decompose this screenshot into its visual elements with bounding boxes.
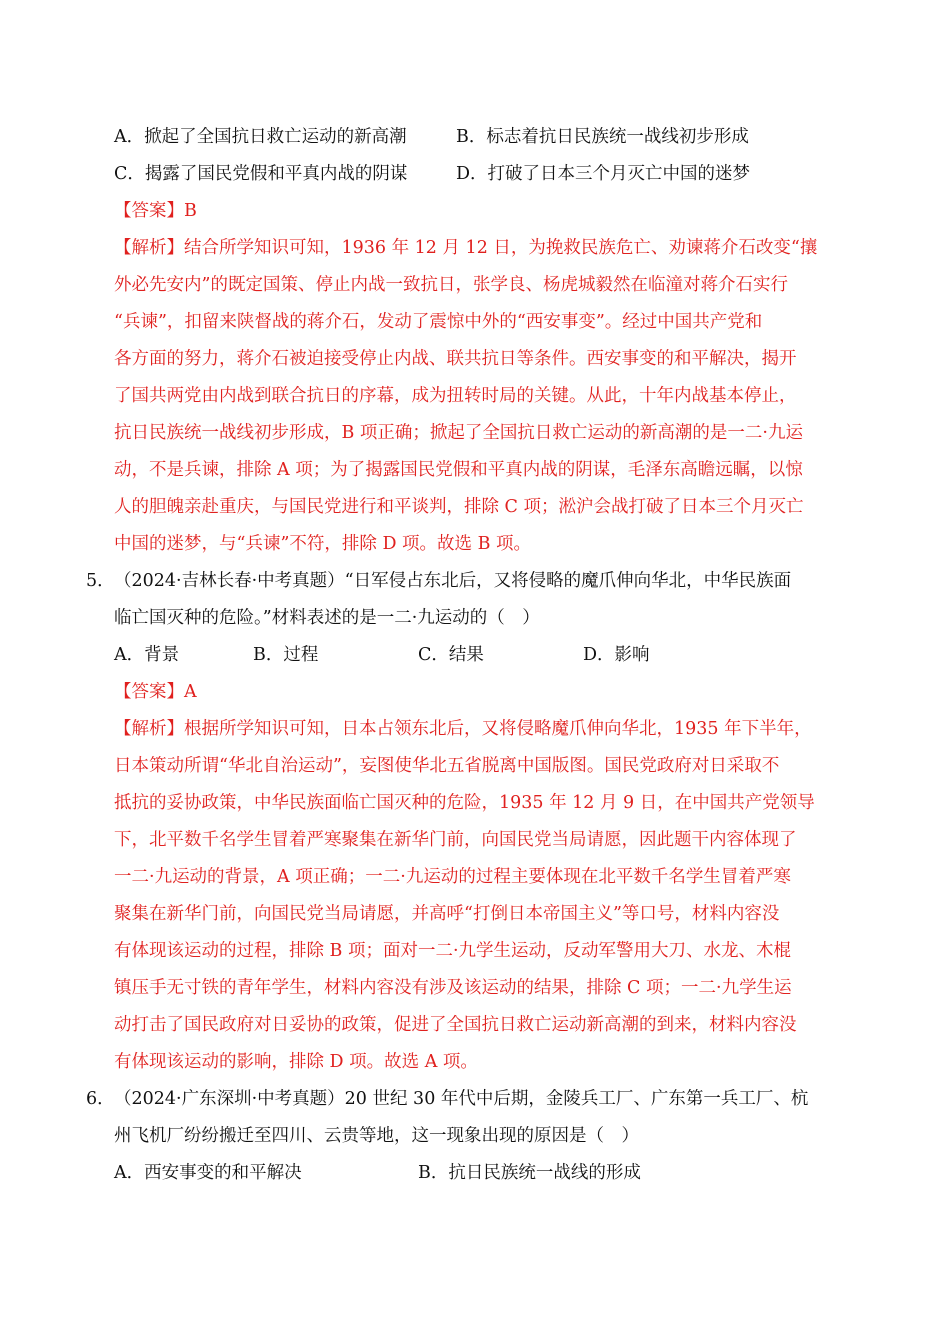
- q4-analysis-line: 动，不是兵谏，排除 A 项；为了揭露国民党假和平真内战的阴谋，毛泽东高瞻远瞩，以惊: [114, 460, 803, 480]
- q5-analysis-line: 有体现该运动的过程，排除 B 项；面对一二·九学生运动，反动军警用大刀、水龙、木棍: [114, 941, 792, 961]
- q4-analysis-line: 人的胆魄亲赴重庆，与国民党进行和平谈判，排除 C 项；淞沪会战打破了日本三个月灭亡: [114, 497, 804, 517]
- q5-analysis-line: 动打击了国民政府对日妥协的政策，促进了全国抗日救亡运动新高潮的到来，材料内容没: [114, 1015, 797, 1035]
- q4-analysis-line: “兵谏”，扣留来陕督战的蒋介石，发动了震惊中外的“西安事变”。经过中国共产党和: [114, 312, 763, 332]
- q4-answer: 【答案】B: [114, 201, 197, 221]
- q5-answer: 【答案】A: [114, 682, 197, 702]
- q5-number: 5．: [86, 571, 115, 591]
- q4-analysis-line: 外必先安内”的既定国策、停止内战一致抗日，张学良、杨虎城毅然在临潼对蒋介石实行: [114, 275, 788, 295]
- q5-option-c: C．结果: [418, 645, 484, 665]
- q4-analysis-line: 各方面的努力，蒋介石被迫接受停止内战、联共抗日等条件。西安事变的和平解决，揭开: [114, 349, 797, 369]
- q5-analysis-line: 镇压手无寸铁的青年学生，材料内容没有涉及该运动的结果，排除 C 项；一二·九学生运: [114, 978, 792, 998]
- q6-stem-line: 州飞机厂纷纷搬迁至四川、云贵等地，这一现象出现的原因是（ ）: [114, 1126, 639, 1146]
- q6-stem-line: （2024·广东深圳·中考真题）20 世纪 30 年代中后期，金陵兵工厂、广东第一兵工厂、杭: [114, 1089, 809, 1109]
- q5-analysis-line: 抵抗的妥协政策，中华民族面临亡国灭种的危险，1935 年 12 月 9 日，在中国共产党领导: [114, 793, 815, 813]
- q5-analysis-line: 一二·九运动的背景，A 项正确；一二·九运动的过程主要体现在北平数千名学生冒着严寒: [114, 867, 791, 887]
- q5-analysis-line: 聚集在新华门前，向国民党当局请愿，并高呼“打倒日本帝国主义”等口号，材料内容没: [114, 904, 780, 924]
- q5-option-d: D．影响: [583, 645, 650, 665]
- q5-stem-line: 临亡国灭种的危险。”材料表述的是一二·九运动的（ ）: [114, 608, 540, 628]
- q4-option-b: B．标志着抗日民族统一战线初步形成: [456, 127, 749, 147]
- q5-analysis-line: 日本策动所谓“华北自治运动”，妄图使华北五省脱离中国版图。国民党政府对日采取不: [114, 756, 780, 776]
- q4-option-a: A．掀起了全国抗日救亡运动的新高潮: [114, 127, 407, 147]
- q6-option-a: A．西安事变的和平解决: [114, 1163, 302, 1183]
- q5-analysis-line: 下，北平数千名学生冒着严寒聚集在新华门前，向国民党当局请愿，因此题干内容体现了: [114, 830, 797, 850]
- q5-option-b: B．过程: [253, 645, 319, 665]
- q4-option-d: D．打破了日本三个月灭亡中国的迷梦: [456, 164, 751, 184]
- q5-analysis-line: 有体现该运动的影响，排除 D 项。故选 A 项。: [114, 1052, 478, 1072]
- q6-number: 6．: [86, 1089, 115, 1109]
- q4-analysis-line: 了国共两党由内战到联合抗日的序幕，成为扭转时局的关键。从此，十年内战基本停止，: [114, 386, 797, 406]
- q6-option-b: B．抗日民族统一战线的形成: [418, 1163, 641, 1183]
- q4-option-c: C．揭露了国民党假和平真内战的阴谋: [114, 164, 408, 184]
- q4-analysis-line: 抗日民族统一战线初步形成，B 项正确；掀起了全国抗日救亡运动的新高潮的是一二·九运: [114, 423, 803, 443]
- q5-stem-line: （2024·吉林长春·中考真题）“日军侵占东北后，又将侵略的魔爪伸向华北，中华民族面: [114, 571, 792, 591]
- q5-analysis-line: 【解析】根据所学知识可知，日本占领东北后，又将侵略魔爪伸向华北，1935 年下半年，: [114, 719, 812, 739]
- q4-analysis-line: 中国的迷梦，与“兵谏”不符，排除 D 项。故选 B 项。: [114, 534, 532, 554]
- q4-analysis-line: 【解析】结合所学知识可知，1936 年 12 月 12 日，为挽救民族危亡、劝谏蒋介石改变“攘: [114, 238, 818, 258]
- q5-option-a: A．背景: [114, 645, 180, 665]
